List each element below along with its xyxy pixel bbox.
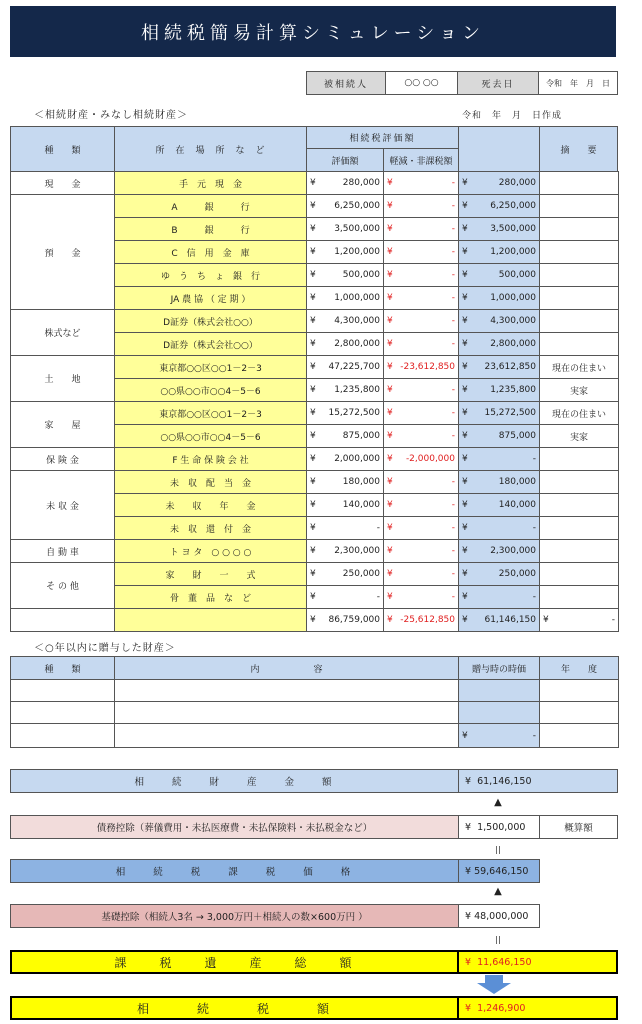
asset-note[interactable] — [540, 517, 619, 540]
asset-note[interactable] — [540, 448, 619, 471]
table-row — [11, 356, 619, 379]
asset-note[interactable]: 現在の住まい — [540, 356, 619, 379]
asset-reduced[interactable]: ¥ - — [384, 241, 459, 264]
section-gifts-title: ＜○年以内に贈与した財産＞ — [34, 643, 176, 654]
basic-deduction-label: 基礎控除（相続人3名 → 3,000万円＋相続人の数×600万円 ） — [10, 904, 459, 928]
table-row — [11, 471, 619, 494]
debt-deduction-label: 債務控除（葬儀費用・未払医療費・未払保険料・未払税金など） — [10, 815, 459, 839]
asset-category: 保 険 金 — [11, 448, 115, 471]
up-arrow-1: ▲ — [494, 797, 502, 808]
assets-table — [10, 171, 619, 632]
table-row — [11, 540, 619, 563]
asset-eval[interactable]: ¥ 3,500,000 — [307, 218, 384, 241]
asset-net: ¥ 15,272,500 — [459, 402, 540, 425]
total-blank — [11, 609, 115, 632]
gift-content-header: 内 容 — [115, 657, 459, 680]
asset-eval[interactable]: ¥ 15,272,500 — [307, 402, 384, 425]
gifts-table — [10, 656, 619, 748]
table-row — [11, 563, 619, 586]
asset-reduced[interactable]: ¥ - — [384, 494, 459, 517]
created-date: 令和 年 月 日作成 — [462, 111, 563, 121]
decedent-label: 被相続人 — [306, 71, 386, 95]
asset-category: 未 収 金 — [11, 471, 115, 540]
asset-net: ¥ 250,000 — [459, 563, 540, 586]
asset-eval[interactable]: ¥ 1,000,000 — [307, 287, 384, 310]
asset-eval[interactable]: ¥ - — [307, 517, 384, 540]
asset-eval[interactable]: ¥ 2,000,000 — [307, 448, 384, 471]
asset-note[interactable] — [540, 264, 619, 287]
asset-location[interactable]: ○○県○○市○○4－5－6 — [115, 425, 307, 448]
asset-note[interactable] — [540, 540, 619, 563]
table-row — [11, 195, 619, 218]
asset-location[interactable]: ゆ う ち ょ 銀 行 — [115, 264, 307, 287]
asset-reduced[interactable]: ¥ - — [384, 172, 459, 195]
asset-reduced[interactable]: ¥ - — [384, 586, 459, 609]
asset-reduced[interactable]: ¥ - — [384, 471, 459, 494]
asset-net: ¥ 1,000,000 — [459, 287, 540, 310]
asset-net: ¥ 875,000 — [459, 425, 540, 448]
death-date-label: 死去日 — [457, 71, 539, 95]
total-taxable-estate-value: ¥ 11,646,150 — [457, 950, 618, 974]
gift-total-value: ¥ - — [459, 724, 540, 748]
inherited-amount-value: ¥ 61,146,150 — [458, 769, 618, 793]
asset-note[interactable] — [540, 218, 619, 241]
asset-location[interactable]: ト ヨ タ ○ ○ ○ ○ — [115, 540, 307, 563]
total-reduced: ¥ -25,612,850 — [384, 609, 459, 632]
gift-cell[interactable] — [11, 680, 115, 702]
asset-location[interactable]: ○○県○○市○○4－5－6 — [115, 379, 307, 402]
asset-location[interactable]: 骨 董 品 な ど — [115, 586, 307, 609]
asset-net: ¥ 180,000 — [459, 471, 540, 494]
asset-eval[interactable]: ¥ 2,800,000 — [307, 333, 384, 356]
col-eval-header: 評価額 — [306, 148, 384, 172]
gift-cell[interactable] — [540, 680, 619, 702]
asset-reduced[interactable]: ¥ - — [384, 264, 459, 287]
asset-net: ¥ - — [459, 517, 540, 540]
asset-net: ¥ 6,250,000 — [459, 195, 540, 218]
col-note-header: 摘 要 — [539, 126, 618, 172]
asset-eval[interactable]: ¥ 250,000 — [307, 563, 384, 586]
asset-location[interactable]: D証券（株式会社○○） — [115, 333, 307, 356]
asset-eval[interactable]: ¥ 1,235,800 — [307, 379, 384, 402]
asset-eval[interactable]: ¥ 4,300,000 — [307, 310, 384, 333]
basic-deduction-value: ¥ 48,000,000 — [458, 904, 540, 928]
asset-reduced[interactable]: ¥ - — [384, 195, 459, 218]
inherited-amount-label: 相 続 財 産 金 額 — [10, 769, 459, 793]
gift-total-cell — [115, 724, 459, 748]
equals-sign-2: || — [495, 935, 501, 944]
asset-net: ¥ 500,000 — [459, 264, 540, 287]
asset-category: 現 金 — [11, 172, 115, 195]
asset-reduced[interactable]: ¥ - — [384, 517, 459, 540]
col-location-header: 所 在 場 所 な ど — [114, 126, 307, 172]
asset-location[interactable]: B 銀 行 — [115, 218, 307, 241]
asset-category: 家 屋 — [11, 402, 115, 448]
equals-sign-1: || — [495, 845, 501, 854]
asset-net: ¥ 2,800,000 — [459, 333, 540, 356]
asset-net: ¥ - — [459, 586, 540, 609]
gift-cell[interactable] — [459, 680, 540, 702]
asset-note[interactable] — [540, 172, 619, 195]
death-date-value[interactable]: 令和 年 月 日 — [538, 71, 618, 95]
asset-reduced[interactable]: ¥ - — [384, 287, 459, 310]
asset-net: ¥ 140,000 — [459, 494, 540, 517]
up-arrow-2: ▲ — [494, 886, 502, 897]
asset-net: ¥ 23,612,850 — [459, 356, 540, 379]
gift-cell[interactable] — [540, 702, 619, 724]
total-note: ¥ - — [540, 609, 619, 632]
asset-eval[interactable]: ¥ 180,000 — [307, 471, 384, 494]
asset-note[interactable]: 実家 — [540, 425, 619, 448]
gift-cell[interactable] — [459, 702, 540, 724]
gift-year-header: 年 度 — [540, 657, 619, 680]
down-arrow-icon — [475, 975, 513, 995]
gift-cell[interactable] — [11, 702, 115, 724]
asset-category: 土 地 — [11, 356, 115, 402]
asset-eval[interactable]: ¥ 1,200,000 — [307, 241, 384, 264]
asset-category: 株式など — [11, 310, 115, 356]
total-blank — [115, 609, 307, 632]
total-net: ¥ 61,146,150 — [459, 609, 540, 632]
asset-reduced[interactable]: ¥ - — [384, 333, 459, 356]
table-row — [11, 172, 619, 195]
col-net-header — [458, 126, 540, 172]
gift-cell[interactable] — [115, 702, 459, 724]
asset-net: ¥ 4,300,000 — [459, 310, 540, 333]
asset-reduced[interactable]: ¥ - — [384, 310, 459, 333]
table-row — [11, 310, 619, 333]
asset-category: 預 金 — [11, 195, 115, 310]
table-row — [11, 448, 619, 471]
total-taxable-estate-label: 課 税 遺 産 総 額 — [10, 950, 459, 974]
asset-location[interactable]: F 生 命 保 険 会 社 — [115, 448, 307, 471]
asset-note[interactable] — [540, 310, 619, 333]
col-valuation-header: 相続税評価額 — [306, 126, 459, 149]
decedent-name[interactable]: ○○ ○○ — [385, 71, 458, 95]
taxable-price-value: ¥ 59,646,150 — [458, 859, 540, 883]
asset-net: ¥ - — [459, 448, 540, 471]
asset-reduced[interactable]: ¥ -2,000,000 — [384, 448, 459, 471]
asset-location[interactable]: 東京都○○区○○1－2－3 — [115, 402, 307, 425]
debt-deduction-value: ¥ 1,500,000 — [458, 815, 540, 839]
asset-eval[interactable]: ¥ - — [307, 586, 384, 609]
asset-reduced[interactable]: ¥ - — [384, 540, 459, 563]
asset-location[interactable]: 手 元 現 金 — [115, 172, 307, 195]
gift-cell[interactable] — [115, 680, 459, 702]
asset-net: ¥ 3,500,000 — [459, 218, 540, 241]
asset-reduced[interactable]: ¥ - — [384, 563, 459, 586]
asset-eval[interactable]: ¥ 2,300,000 — [307, 540, 384, 563]
asset-note[interactable] — [540, 241, 619, 264]
gift-total-cell — [540, 724, 619, 748]
gift-value-header: 贈与時の時価 — [459, 657, 540, 680]
inheritance-tax-value: ¥ 1,246,900 — [457, 996, 618, 1020]
assets-total-row — [11, 609, 619, 632]
asset-location[interactable]: 東京都○○区○○1－2－3 — [115, 356, 307, 379]
asset-eval[interactable]: ¥ 500,000 — [307, 264, 384, 287]
asset-location[interactable]: 未 収 還 付 金 — [115, 517, 307, 540]
section-assets-title: ＜相続財産・みなし相続財産＞ — [34, 110, 188, 121]
asset-category: そ の 他 — [11, 563, 115, 609]
inheritance-tax-label: 相 続 税 額 — [10, 996, 459, 1020]
asset-note[interactable] — [540, 195, 619, 218]
asset-location[interactable]: D証券（株式会社○○） — [115, 310, 307, 333]
gift-total-cell — [11, 724, 115, 748]
page-title: 相続税簡易計算シミュレーション — [10, 6, 616, 57]
table-row — [11, 402, 619, 425]
asset-eval[interactable]: ¥ 47,225,700 — [307, 356, 384, 379]
taxable-price-label: 相 続 税 課 税 価 格 — [10, 859, 459, 883]
asset-note[interactable]: 現在の住まい — [540, 402, 619, 425]
gift-type-header: 種 類 — [11, 657, 115, 680]
asset-eval[interactable]: ¥ 6,250,000 — [307, 195, 384, 218]
asset-location[interactable]: 未 収 配 当 金 — [115, 471, 307, 494]
asset-note[interactable] — [540, 563, 619, 586]
asset-location[interactable]: JA 農 協 （ 定 期 ） — [115, 287, 307, 310]
asset-note[interactable] — [540, 287, 619, 310]
asset-note[interactable] — [540, 494, 619, 517]
asset-net: ¥ 1,200,000 — [459, 241, 540, 264]
asset-reduced[interactable]: ¥ - — [384, 218, 459, 241]
debt-deduction-note: 概算額 — [539, 815, 618, 839]
asset-note[interactable] — [540, 586, 619, 609]
col-reduced-header: 軽減・非課税額 — [383, 148, 459, 172]
asset-location[interactable]: 家 財 一 式 — [115, 563, 307, 586]
asset-net: ¥ 280,000 — [459, 172, 540, 195]
asset-category: 自 動 車 — [11, 540, 115, 563]
asset-location[interactable]: A 銀 行 — [115, 195, 307, 218]
asset-note[interactable]: 実家 — [540, 379, 619, 402]
asset-net: ¥ 1,235,800 — [459, 379, 540, 402]
asset-reduced[interactable]: ¥ - — [384, 425, 459, 448]
asset-net: ¥ 2,300,000 — [459, 540, 540, 563]
asset-reduced[interactable]: ¥ -23,612,850 — [384, 356, 459, 379]
asset-location[interactable]: C 信 用 金 庫 — [115, 241, 307, 264]
asset-location[interactable]: 未 収 年 金 — [115, 494, 307, 517]
col-type-header: 種 類 — [10, 126, 115, 172]
asset-eval[interactable]: ¥ 875,000 — [307, 425, 384, 448]
total-eval: ¥ 86,759,000 — [307, 609, 384, 632]
asset-reduced[interactable]: ¥ - — [384, 379, 459, 402]
asset-reduced[interactable]: ¥ - — [384, 402, 459, 425]
asset-note[interactable] — [540, 471, 619, 494]
asset-eval[interactable]: ¥ 140,000 — [307, 494, 384, 517]
asset-eval[interactable]: ¥ 280,000 — [307, 172, 384, 195]
asset-note[interactable] — [540, 333, 619, 356]
